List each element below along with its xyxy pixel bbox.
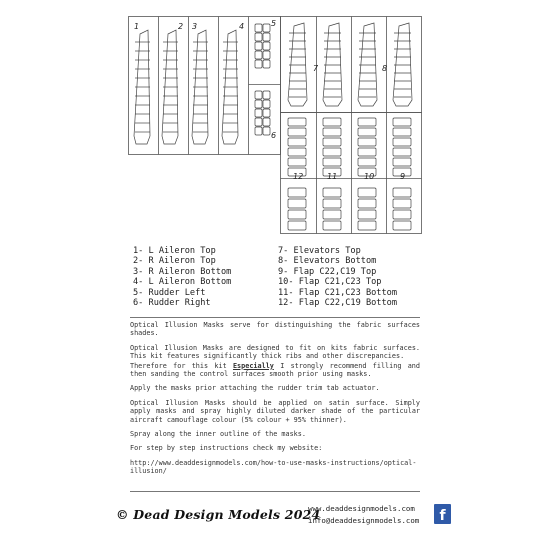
rudder-mask-cell — [255, 100, 262, 108]
legend-item: 10- Flap C21,C23 Top — [278, 277, 382, 288]
flap-mask-cell — [393, 148, 411, 156]
elevator-mask-outline — [358, 23, 377, 106]
elevator-mask-outline — [393, 23, 412, 106]
flap-mask-cell — [323, 118, 341, 126]
flap-mask-cell — [288, 199, 306, 208]
rudder-mask-cell — [255, 109, 262, 117]
rudder-mask-cell — [255, 33, 262, 41]
instruction-paragraph: Optical Illusion Masks are designed to fit on kits fabric surfaces. This kit features significantly thick ribs and other discrepancies. — [130, 343, 420, 361]
legend-right — [278, 246, 397, 308]
flap-mask-cell — [393, 128, 411, 136]
legend-left — [133, 246, 231, 308]
rudder-mask-cell — [263, 109, 270, 117]
part-label-6: 6 — [271, 131, 277, 140]
flap-mask-cell — [358, 188, 376, 197]
flap-mask-cell — [288, 210, 306, 219]
instruction-paragraph: Optical Illusion Masks serve for distinguishing the fabric surfaces shades. — [130, 321, 420, 338]
flap-mask-cell — [358, 148, 376, 156]
flap-mask-cell — [288, 221, 306, 230]
flap-mask-cell — [393, 210, 411, 219]
flap-mask-cell — [323, 158, 341, 166]
flap-mask-cell — [358, 199, 376, 208]
flap-mask-cell — [288, 158, 306, 166]
part-label-1: 1 — [134, 22, 140, 31]
flap-mask-cell — [358, 210, 376, 219]
facebook-icon[interactable]: f — [434, 504, 451, 524]
legend-item: 3- R Aileron Bottom — [133, 266, 232, 277]
flap-mask-cell — [393, 221, 411, 230]
rudder-mask-cell — [255, 118, 262, 126]
contact-info — [308, 503, 419, 527]
part-label-7: 7 — [313, 64, 319, 73]
elevator-mask-outline — [323, 23, 342, 106]
rudder-mask-cell — [263, 60, 270, 68]
rudder-mask-cell — [263, 118, 270, 126]
website-link[interactable]: www.deaddesignmodels.com — [308, 504, 415, 513]
instruction-paragraph: Apply the masks prior attaching the rudder trim tab actuator. — [130, 384, 380, 393]
rudder-mask-cell — [263, 100, 270, 108]
divider-top — [130, 317, 420, 318]
rudder-mask-cell — [263, 42, 270, 50]
instruction-paragraph: Optical Illusion Masks should be applied on satin surface. Simply apply masks and spray highly diluted darker shade of the particular aircraft camouflage colour (5% colour + 95% thinner). — [130, 398, 420, 424]
rudder-mask-cell — [255, 127, 262, 135]
flap-mask-cell — [393, 138, 411, 146]
flap-mask-cell — [358, 158, 376, 166]
flap-mask-cell — [323, 148, 341, 156]
legend-item: 4- L Aileron Bottom — [133, 277, 232, 288]
rudder-mask-cell — [255, 51, 262, 59]
rudder-mask-cell — [255, 24, 262, 32]
elevator-mask-outline — [288, 23, 307, 106]
legend-item: 2- R Aileron Top — [133, 256, 216, 267]
instructions-link[interactable]: http://www.deaddesignmodels.com/how-to-use-masks-instructions/optical-illusion/ — [130, 458, 417, 476]
mask-sheet-drawing — [128, 16, 422, 234]
legend-item: 1- L Aileron Top — [133, 246, 216, 256]
legend-item: 9- Flap C22,C19 Top — [278, 266, 377, 277]
flap-mask-cell — [393, 188, 411, 197]
emphasis: Especially — [232, 361, 274, 370]
instructions — [130, 321, 420, 482]
legend-item: 5- Rudder Left — [133, 287, 206, 298]
flap-mask-cell — [393, 199, 411, 208]
mask-sheet — [128, 16, 422, 234]
instruction-paragraph: Spray along the inner outline of the masks. — [130, 430, 306, 439]
part-label-10: 10 — [364, 172, 375, 181]
legend-item: 8- Elevators Bottom — [278, 256, 377, 267]
flap-mask-cell — [288, 188, 306, 197]
flap-mask-cell — [323, 199, 341, 208]
flap-mask-cell — [323, 188, 341, 197]
divider-bottom — [130, 491, 420, 492]
rudder-mask-cell — [263, 127, 270, 135]
rudder-mask-cell — [263, 91, 270, 99]
part-label-2: 2 — [178, 22, 184, 31]
flap-mask-cell — [358, 138, 376, 146]
elevator-section-frame — [281, 17, 422, 113]
flap-mask-cell — [323, 221, 341, 230]
brand-copyright: © Dead Design Models 2024 — [116, 507, 321, 522]
rudder-mask-cell — [255, 42, 262, 50]
instruction-paragraph-recommendation: Therefore for this kit Especially I strongly recommend filling and then sanding the control surfaces smooth prior using masks. — [130, 361, 420, 379]
flap-mask-cell — [358, 128, 376, 136]
flap-mask-cell — [358, 221, 376, 230]
flap-mask-cell — [288, 128, 306, 136]
rudder-mask-cell — [255, 91, 262, 99]
email-link[interactable]: info@deaddesignmodels.com — [308, 516, 420, 525]
legend-item: 6- Rudder Right — [133, 298, 211, 309]
part-label-9: 9 — [400, 172, 406, 181]
part-label-5: 5 — [271, 19, 277, 28]
flap-mask-cell — [323, 138, 341, 146]
flap-mask-cell — [288, 148, 306, 156]
rudder-mask-cell — [263, 51, 270, 59]
part-label-4: 4 — [239, 22, 245, 31]
flap-mask-cell — [288, 138, 306, 146]
flap-mask-cell — [288, 118, 306, 126]
flap-mask-cell — [393, 158, 411, 166]
rudder-mask-cell — [263, 33, 270, 41]
aileron-section-frame — [129, 17, 281, 155]
part-label-8: 8 — [382, 64, 388, 73]
legend-item: 12- Flap C22,C19 Bottom — [278, 298, 397, 309]
instruction-paragraph: For step by step instructions check my website: — [130, 444, 323, 453]
part-label-3: 3 — [192, 22, 198, 31]
flap-mask-cell — [323, 128, 341, 136]
flap-mask-cell — [393, 118, 411, 126]
legend-item: 11- Flap C21,C23 Bottom — [278, 287, 397, 298]
part-label-11: 11 — [327, 172, 338, 181]
part-label-12: 12 — [293, 172, 304, 181]
flap-mask-cell — [358, 118, 376, 126]
flap-mask-cell — [323, 210, 341, 219]
legend-item: 7- Elevators Top — [278, 246, 361, 256]
rudder-mask-cell — [263, 24, 270, 32]
rudder-mask-cell — [255, 60, 262, 68]
